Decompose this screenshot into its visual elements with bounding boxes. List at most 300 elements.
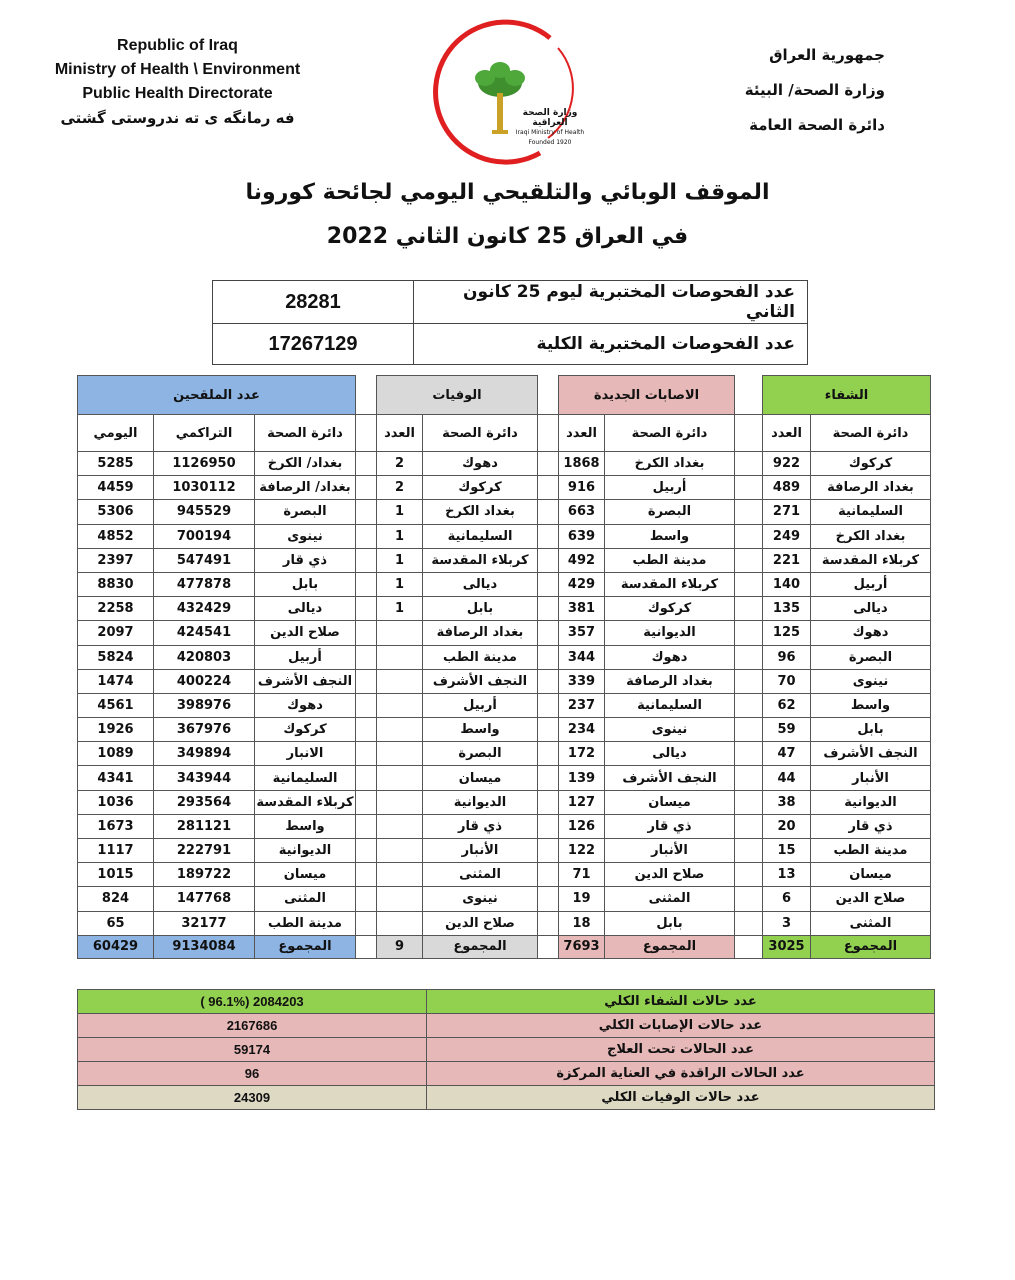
deaths-count-cell xyxy=(377,911,423,935)
recovery-count-cell: 47 xyxy=(763,742,811,766)
recovery-count-cell: 922 xyxy=(763,452,811,476)
deaths-dept-cell: صلاح الدين xyxy=(423,911,538,935)
vaccinated-cumulative-cell: 293564 xyxy=(154,790,255,814)
vaccinated-cumulative-cell: 424541 xyxy=(154,621,255,645)
new-cases-count-cell: 344 xyxy=(559,645,605,669)
spacer-cell xyxy=(356,935,377,958)
new-cases-count-cell: 429 xyxy=(559,572,605,596)
recovery-count-cell: 20 xyxy=(763,814,811,838)
vaccinated-dept-cell: مدينة الطب xyxy=(255,911,356,935)
deaths-dept-cell: واسط xyxy=(423,718,538,742)
spacer-cell xyxy=(538,790,559,814)
summary-value: 96 xyxy=(78,1062,427,1086)
spacer-cell xyxy=(538,500,559,524)
deaths-total: 9 xyxy=(377,935,423,958)
new-cases-count-cell: 234 xyxy=(559,718,605,742)
spacer-cell xyxy=(356,669,377,693)
new-cases-dept-cell: المثنى xyxy=(605,887,735,911)
header-right-line: دائرة الصحة العامة xyxy=(749,116,885,134)
spacer-cell xyxy=(356,376,377,415)
new-cases-count-cell: 916 xyxy=(559,476,605,500)
spacer-cell xyxy=(538,669,559,693)
recovery-dept-cell: بغداد الرصافة xyxy=(811,476,931,500)
recovery-dept-cell: المثنى xyxy=(811,911,931,935)
vaccinated-daily-cell: 1036 xyxy=(78,790,154,814)
vaccinated-cumulative-cell: 945529 xyxy=(154,500,255,524)
totals-label: المجموع xyxy=(605,935,735,958)
recovery-count-cell: 135 xyxy=(763,597,811,621)
recovery-count-cell: 70 xyxy=(763,669,811,693)
vaccinated-cumulative-cell: 700194 xyxy=(154,524,255,548)
totals-label: المجموع xyxy=(423,935,538,958)
new-cases-count-cell: 237 xyxy=(559,693,605,717)
new-cases-count-cell: 663 xyxy=(559,500,605,524)
spacer-cell xyxy=(538,766,559,790)
table-row xyxy=(78,621,931,645)
new-cases-count-cell: 71 xyxy=(559,863,605,887)
spacer-cell xyxy=(735,548,763,572)
vaccinated-daily-cell: 4341 xyxy=(78,766,154,790)
deaths-count-cell: 1 xyxy=(377,597,423,621)
spacer-cell xyxy=(735,524,763,548)
summary-value: 59174 xyxy=(78,1038,427,1062)
new-cases-count-cell: 1868 xyxy=(559,452,605,476)
new-cases-count-cell: 381 xyxy=(559,597,605,621)
vaccinated-daily-cell: 65 xyxy=(78,911,154,935)
spacer-cell xyxy=(356,911,377,935)
new-cases-dept-cell: بغداد الرصافة xyxy=(605,669,735,693)
deaths-count-cell xyxy=(377,693,423,717)
spacer-cell xyxy=(538,572,559,596)
vaccinated-dept-cell: ميسان xyxy=(255,863,356,887)
header-english-block xyxy=(40,34,315,130)
table-row xyxy=(78,597,931,621)
recovery-dept-cell: البصرة xyxy=(811,645,931,669)
vaccinated-cumulative-cell: 1126950 xyxy=(154,452,255,476)
spacer-cell xyxy=(356,887,377,911)
vaccinated-daily-cell: 1117 xyxy=(78,839,154,863)
new-cases-count-cell: 139 xyxy=(559,766,605,790)
recovery-count-cell: 59 xyxy=(763,718,811,742)
vaccinated-dept-cell: الانبار xyxy=(255,742,356,766)
new-cases-dept-cell: الأنبار xyxy=(605,839,735,863)
new-cases-dept-cell: بابل xyxy=(605,911,735,935)
vaccinated-section-title: عدد الملقحين xyxy=(78,376,356,415)
spacer-cell xyxy=(356,621,377,645)
vaccinated-cumulative-cell: 432429 xyxy=(154,597,255,621)
vaccinated-daily-cell: 1474 xyxy=(78,669,154,693)
logo-caption-line: Iraqi Ministry of Health xyxy=(515,129,585,136)
summary-label: عدد الحالات تحت العلاج xyxy=(427,1038,935,1062)
summary-row xyxy=(78,1062,935,1086)
spacer-cell xyxy=(356,790,377,814)
vaccinated-daily-cell: 2097 xyxy=(78,621,154,645)
spacer-cell xyxy=(538,863,559,887)
spacer-cell xyxy=(538,693,559,717)
tests-table xyxy=(212,280,808,365)
spacer-cell xyxy=(356,693,377,717)
spacer-cell xyxy=(356,476,377,500)
table-row xyxy=(78,718,931,742)
vaccinated-dept-cell: المثنى xyxy=(255,887,356,911)
vaccinated-daily-cell: 4459 xyxy=(78,476,154,500)
totals-label: المجموع xyxy=(811,935,931,958)
recovery-dept-cell: نينوى xyxy=(811,669,931,693)
recovery-count-cell: 125 xyxy=(763,621,811,645)
col-header-dept: دائرة الصحة xyxy=(423,415,538,452)
table-row xyxy=(78,572,931,596)
spacer-cell xyxy=(735,376,763,415)
deaths-dept-cell: النجف الأشرف xyxy=(423,669,538,693)
recovery-count-cell: 96 xyxy=(763,645,811,669)
spacer-cell xyxy=(538,524,559,548)
deaths-count-cell: 2 xyxy=(377,476,423,500)
summary-label: عدد الحالات الراقدة في العناية المركزة xyxy=(427,1062,935,1086)
table-row xyxy=(78,452,931,476)
section-header-row xyxy=(78,376,931,415)
new-cases-count-cell: 639 xyxy=(559,524,605,548)
deaths-count-cell: 2 xyxy=(377,452,423,476)
deaths-dept-cell: السليمانية xyxy=(423,524,538,548)
table-row xyxy=(78,548,931,572)
spacer-cell xyxy=(538,718,559,742)
deaths-count-cell xyxy=(377,814,423,838)
table-row xyxy=(78,790,931,814)
new-cases-total: 7693 xyxy=(559,935,605,958)
tests-total-label: عدد الفحوصات المختبرية الكلية xyxy=(414,324,808,365)
table-row xyxy=(78,500,931,524)
recovery-dept-cell: كربلاء المقدسة xyxy=(811,548,931,572)
vaccinated-daily-total: 60429 xyxy=(78,935,154,958)
recovery-section-title: الشفاء xyxy=(763,376,931,415)
new-cases-dept-cell: كركوك xyxy=(605,597,735,621)
deaths-dept-cell: ديالى xyxy=(423,572,538,596)
header-left-line: Republic of Iraq xyxy=(117,37,238,54)
vaccinated-cumulative-total: 9134084 xyxy=(154,935,255,958)
spacer-cell xyxy=(356,863,377,887)
new-cases-dept-cell: كربلاء المقدسة xyxy=(605,572,735,596)
vaccinated-cumulative-cell: 281121 xyxy=(154,814,255,838)
recovery-count-cell: 15 xyxy=(763,839,811,863)
new-cases-count-cell: 122 xyxy=(559,839,605,863)
recovery-count-cell: 249 xyxy=(763,524,811,548)
col-header-count: العدد xyxy=(559,415,605,452)
recovery-dept-cell: الديوانية xyxy=(811,790,931,814)
vaccinated-cumulative-cell: 547491 xyxy=(154,548,255,572)
table-row xyxy=(78,524,931,548)
logo-caption xyxy=(510,108,590,148)
spacer-cell xyxy=(538,814,559,838)
deaths-count-cell xyxy=(377,766,423,790)
deaths-dept-cell: المثنى xyxy=(423,863,538,887)
summary-table xyxy=(77,989,935,1110)
spacer-cell xyxy=(356,524,377,548)
page-title: الموقف الوبائي والتلقيحي اليومي لجائحة كورونا xyxy=(245,180,770,205)
deaths-count-cell xyxy=(377,718,423,742)
vaccinated-cumulative-cell: 398976 xyxy=(154,693,255,717)
spacer-cell xyxy=(356,548,377,572)
vaccinated-dept-cell: أربيل xyxy=(255,645,356,669)
summary-label: عدد حالات الإصابات الكلي xyxy=(427,1014,935,1038)
new-cases-section-title: الاصابات الجديدة xyxy=(559,376,735,415)
spacer-cell xyxy=(538,376,559,415)
vaccinated-dept-cell: دهوك xyxy=(255,693,356,717)
spacer-cell xyxy=(538,621,559,645)
new-cases-count-cell: 18 xyxy=(559,911,605,935)
recovery-dept-cell: ديالى xyxy=(811,597,931,621)
spacer-cell xyxy=(538,597,559,621)
new-cases-count-cell: 492 xyxy=(559,548,605,572)
spacer-cell xyxy=(538,839,559,863)
vaccinated-daily-cell: 2258 xyxy=(78,597,154,621)
new-cases-dept-cell: ذي قار xyxy=(605,814,735,838)
deaths-count-cell xyxy=(377,645,423,669)
deaths-count-cell xyxy=(377,790,423,814)
recovery-dept-cell: الأنبار xyxy=(811,766,931,790)
vaccinated-cumulative-cell: 420803 xyxy=(154,645,255,669)
vaccinated-dept-cell: بغداد/ الرصافة xyxy=(255,476,356,500)
summary-value: 24309 xyxy=(78,1086,427,1110)
spacer-cell xyxy=(356,572,377,596)
spacer-cell xyxy=(356,415,377,452)
spacer-cell xyxy=(735,572,763,596)
summary-value: ( 96.1%) 2084203 xyxy=(78,990,427,1014)
recovery-count-cell: 221 xyxy=(763,548,811,572)
spacer-cell xyxy=(356,814,377,838)
new-cases-dept-cell: أربيل xyxy=(605,476,735,500)
vaccinated-dept-cell: نينوى xyxy=(255,524,356,548)
deaths-count-cell xyxy=(377,621,423,645)
new-cases-dept-cell: بغداد الكرخ xyxy=(605,452,735,476)
header-left-line: فه رمانگه ی ته ندروستی گشتی xyxy=(60,109,295,127)
page-subtitle: في العراق 25 كانون الثاني 2022 xyxy=(326,224,689,249)
col-header-dept: دائرة الصحة xyxy=(605,415,735,452)
vaccinated-daily-cell: 8830 xyxy=(78,572,154,596)
recovery-dept-cell: النجف الأشرف xyxy=(811,742,931,766)
col-header-cumulative: التراكمي xyxy=(154,415,255,452)
recovery-dept-cell: بغداد الكرخ xyxy=(811,524,931,548)
deaths-dept-cell: كربلاء المقدسة xyxy=(423,548,538,572)
deaths-dept-cell: مدينة الطب xyxy=(423,645,538,669)
deaths-dept-cell: بابل xyxy=(423,597,538,621)
summary-value: 2167686 xyxy=(78,1014,427,1038)
recovery-dept-cell: صلاح الدين xyxy=(811,887,931,911)
recovery-count-cell: 38 xyxy=(763,790,811,814)
deaths-count-cell: 1 xyxy=(377,500,423,524)
deaths-dept-cell: نينوى xyxy=(423,887,538,911)
summary-row xyxy=(78,990,935,1014)
col-header-count: العدد xyxy=(377,415,423,452)
vaccinated-cumulative-cell: 189722 xyxy=(154,863,255,887)
vaccinated-daily-cell: 4852 xyxy=(78,524,154,548)
spacer-cell xyxy=(356,718,377,742)
header-right-line: جمهورية العراق xyxy=(769,46,885,64)
table-row xyxy=(78,669,931,693)
header-arabic-block xyxy=(745,38,885,143)
main-stats-table xyxy=(77,375,931,959)
vaccinated-cumulative-cell: 477878 xyxy=(154,572,255,596)
deaths-dept-cell: كركوك xyxy=(423,476,538,500)
new-cases-dept-cell: واسط xyxy=(605,524,735,548)
deaths-count-cell xyxy=(377,887,423,911)
recovery-dept-cell: أربيل xyxy=(811,572,931,596)
spacer-cell xyxy=(735,718,763,742)
vaccinated-cumulative-cell: 343944 xyxy=(154,766,255,790)
deaths-count-cell xyxy=(377,839,423,863)
recovery-count-cell: 6 xyxy=(763,887,811,911)
summary-row xyxy=(78,1086,935,1110)
vaccinated-daily-cell: 1673 xyxy=(78,814,154,838)
table-row xyxy=(78,911,931,935)
spacer-cell xyxy=(538,935,559,958)
col-header-dept: دائرة الصحة xyxy=(255,415,356,452)
new-cases-dept-cell: صلاح الدين xyxy=(605,863,735,887)
spacer-cell xyxy=(735,766,763,790)
deaths-dept-cell: ميسان xyxy=(423,766,538,790)
deaths-count-cell xyxy=(377,863,423,887)
recovery-dept-cell: مدينة الطب xyxy=(811,839,931,863)
vaccinated-dept-cell: كركوك xyxy=(255,718,356,742)
recovery-count-cell: 489 xyxy=(763,476,811,500)
spacer-cell xyxy=(538,452,559,476)
col-header-daily: اليومي xyxy=(78,415,154,452)
deaths-dept-cell: الأنبار xyxy=(423,839,538,863)
spacer-cell xyxy=(538,742,559,766)
summary-label: عدد حالات الوفيات الكلي xyxy=(427,1086,935,1110)
vaccinated-daily-cell: 5306 xyxy=(78,500,154,524)
logo-caption-line: Founded 1920 xyxy=(528,139,572,146)
tests-total-value: 17267129 xyxy=(213,324,414,365)
recovery-total: 3025 xyxy=(763,935,811,958)
recovery-count-cell: 13 xyxy=(763,863,811,887)
vaccinated-cumulative-cell: 367976 xyxy=(154,718,255,742)
spacer-cell xyxy=(735,887,763,911)
spacer-cell xyxy=(735,839,763,863)
spacer-cell xyxy=(735,935,763,958)
spacer-cell xyxy=(735,669,763,693)
new-cases-count-cell: 339 xyxy=(559,669,605,693)
table-row xyxy=(78,476,931,500)
header-right-line: وزارة الصحة/ البيئة xyxy=(744,81,885,99)
spacer-cell xyxy=(538,911,559,935)
spacer-cell xyxy=(735,742,763,766)
new-cases-count-cell: 126 xyxy=(559,814,605,838)
vaccinated-dept-cell: صلاح الدين xyxy=(255,621,356,645)
table-row xyxy=(78,693,931,717)
tests-row xyxy=(213,324,808,365)
spacer-cell xyxy=(735,814,763,838)
table-row xyxy=(78,814,931,838)
vaccinated-dept-cell: السليمانية xyxy=(255,766,356,790)
vaccinated-cumulative-cell: 32177 xyxy=(154,911,255,935)
spacer-cell xyxy=(538,415,559,452)
new-cases-count-cell: 127 xyxy=(559,790,605,814)
vaccinated-dept-cell: النجف الأشرف xyxy=(255,669,356,693)
new-cases-dept-cell: ميسان xyxy=(605,790,735,814)
deaths-dept-cell: الديوانية xyxy=(423,790,538,814)
spacer-cell xyxy=(538,548,559,572)
vaccinated-daily-cell: 5285 xyxy=(78,452,154,476)
recovery-dept-cell: كركوك xyxy=(811,452,931,476)
vaccinated-cumulative-cell: 222791 xyxy=(154,839,255,863)
spacer-cell xyxy=(735,790,763,814)
tests-daily-label: عدد الفحوصات المختبرية ليوم 25 كانون الثاني xyxy=(414,281,808,324)
spacer-cell xyxy=(735,645,763,669)
spacer-cell xyxy=(356,742,377,766)
vaccinated-dept-cell: ذي قار xyxy=(255,548,356,572)
table-row xyxy=(78,887,931,911)
spacer-cell xyxy=(538,887,559,911)
deaths-dept-cell: بغداد الكرخ xyxy=(423,500,538,524)
spacer-cell xyxy=(538,476,559,500)
recovery-dept-cell: بابل xyxy=(811,718,931,742)
new-cases-dept-cell: السليمانية xyxy=(605,693,735,717)
vaccinated-cumulative-cell: 1030112 xyxy=(154,476,255,500)
new-cases-count-cell: 357 xyxy=(559,621,605,645)
spacer-cell xyxy=(356,597,377,621)
col-header-dept: دائرة الصحة xyxy=(811,415,931,452)
totals-row xyxy=(78,935,931,958)
new-cases-dept-cell: نينوى xyxy=(605,718,735,742)
summary-row xyxy=(78,1014,935,1038)
deaths-count-cell xyxy=(377,742,423,766)
table-row xyxy=(78,766,931,790)
header-left-line: Public Health Directorate xyxy=(82,85,273,102)
table-row xyxy=(78,645,931,669)
recovery-dept-cell: واسط xyxy=(811,693,931,717)
recovery-dept-cell: ميسان xyxy=(811,863,931,887)
vaccinated-dept-cell: البصرة xyxy=(255,500,356,524)
vaccinated-daily-cell: 4561 xyxy=(78,693,154,717)
vaccinated-dept-cell: بابل xyxy=(255,572,356,596)
summary-label: عدد حالات الشفاء الكلي xyxy=(427,990,935,1014)
spacer-cell xyxy=(735,621,763,645)
deaths-dept-cell: بغداد الرصافة xyxy=(423,621,538,645)
vaccinated-dept-cell: واسط xyxy=(255,814,356,838)
vaccinated-daily-cell: 1089 xyxy=(78,742,154,766)
vaccinated-daily-cell: 2397 xyxy=(78,548,154,572)
new-cases-dept-cell: دهوك xyxy=(605,645,735,669)
table-row xyxy=(78,839,931,863)
new-cases-dept-cell: البصرة xyxy=(605,500,735,524)
vaccinated-daily-cell: 1015 xyxy=(78,863,154,887)
recovery-count-cell: 271 xyxy=(763,500,811,524)
deaths-dept-cell: أربيل xyxy=(423,693,538,717)
vaccinated-dept-cell: كربلاء المقدسة xyxy=(255,790,356,814)
vaccinated-cumulative-cell: 349894 xyxy=(154,742,255,766)
new-cases-count-cell: 172 xyxy=(559,742,605,766)
deaths-dept-cell: البصرة xyxy=(423,742,538,766)
spacer-cell xyxy=(356,766,377,790)
recovery-dept-cell: السليمانية xyxy=(811,500,931,524)
spacer-cell xyxy=(538,645,559,669)
tests-row xyxy=(213,281,808,324)
recovery-count-cell: 44 xyxy=(763,766,811,790)
vaccinated-dept-cell: بغداد/ الكرخ xyxy=(255,452,356,476)
spacer-cell xyxy=(735,452,763,476)
deaths-dept-cell: دهوك xyxy=(423,452,538,476)
table-row xyxy=(78,863,931,887)
deaths-count-cell xyxy=(377,669,423,693)
new-cases-dept-cell: الديوانية xyxy=(605,621,735,645)
deaths-count-cell: 1 xyxy=(377,524,423,548)
new-cases-count-cell: 19 xyxy=(559,887,605,911)
spacer-cell xyxy=(735,500,763,524)
deaths-dept-cell: ذي قار xyxy=(423,814,538,838)
deaths-count-cell: 1 xyxy=(377,572,423,596)
col-header-count: العدد xyxy=(763,415,811,452)
spacer-cell xyxy=(735,693,763,717)
